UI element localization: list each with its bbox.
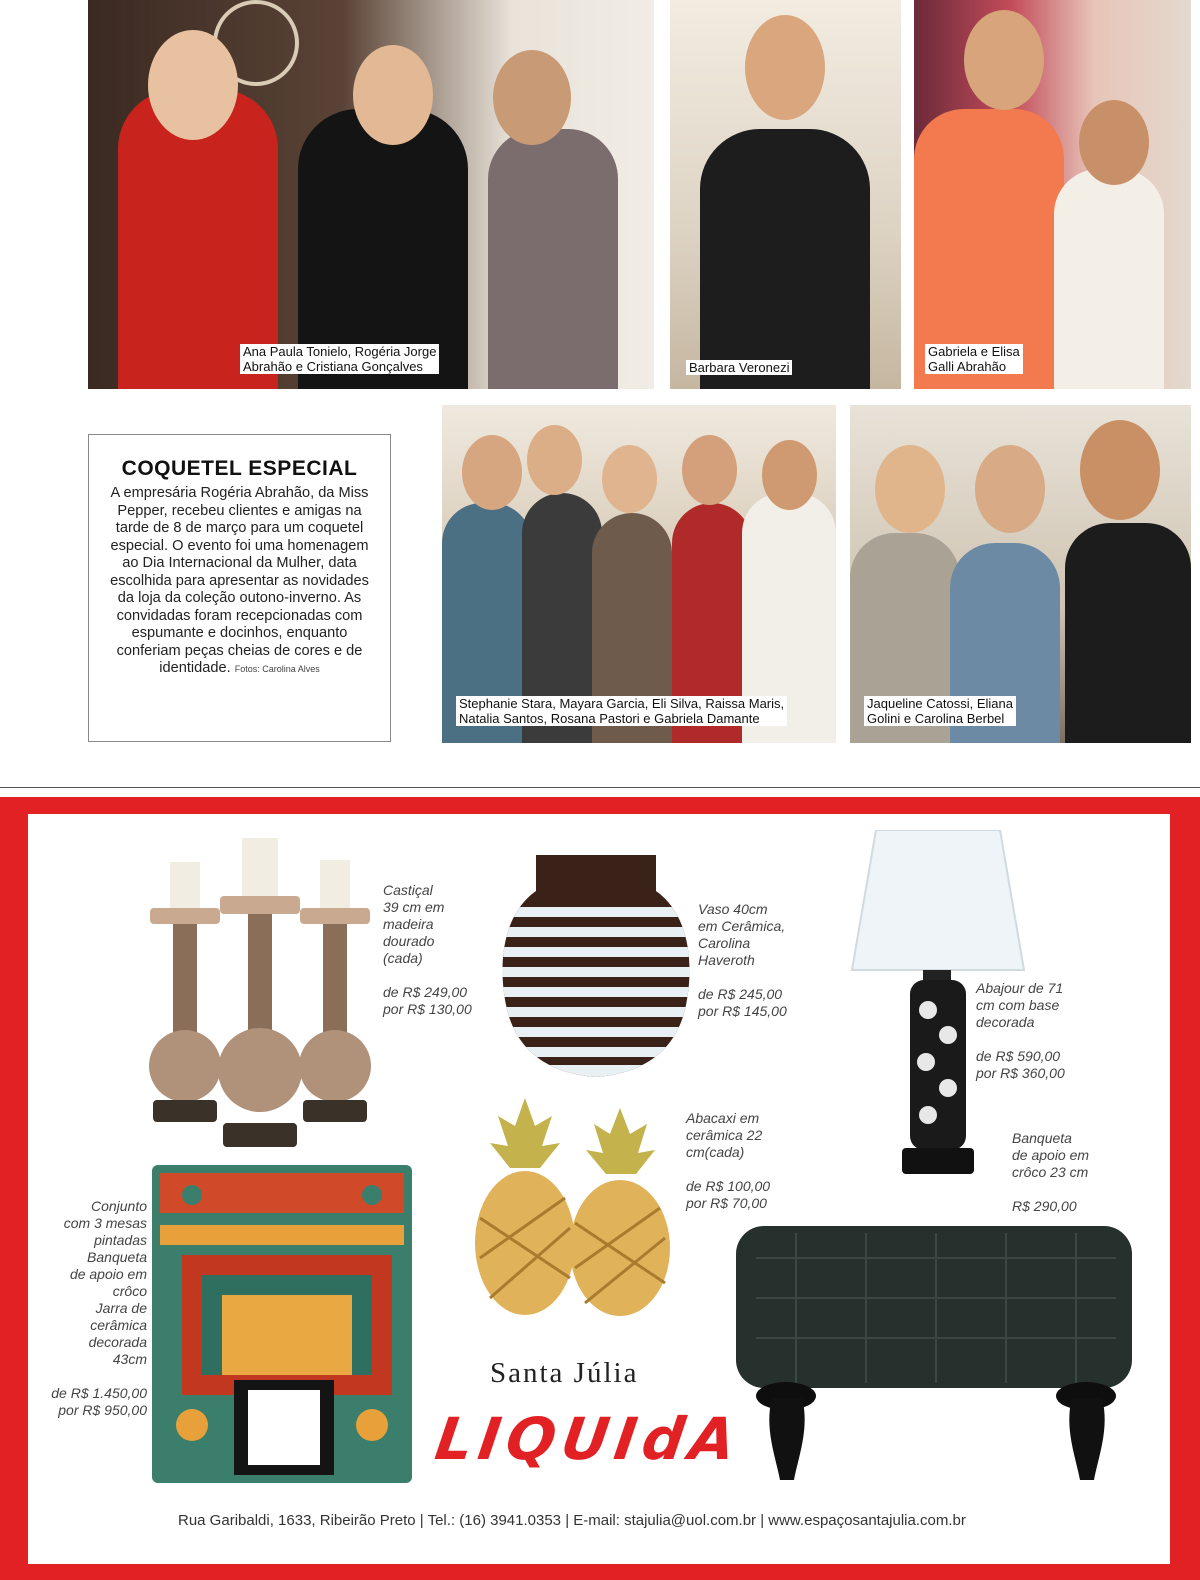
photo-group-toast [88, 0, 654, 389]
old-price: de R$ 249,00 [383, 984, 468, 1000]
sale-price: por R$ 130,00 [383, 1001, 472, 1017]
article-title: COQUETEL ESPECIAL [121, 457, 358, 480]
photo-mother-daughter [914, 0, 1191, 389]
product-label-tables: Conjunto com 3 mesas pintadas Banqueta de apoio em crôco Jarra de cerâmica decorada 43cm de R$ 1.450,00 por R$ 950,00 [40, 1198, 147, 1419]
striped-vase-image [500, 855, 692, 1080]
sale-headline: LIQUIdA [431, 1405, 746, 1473]
candlestick-image [145, 838, 375, 1154]
photo-caption: Stephanie Stara, Mayara Garcia, Eli Silva, Raissa Maris, Natalia Santos, Rosana Pastori e Gabriela Damante [456, 696, 787, 726]
product-label-pineapple: Abacaxi em cerâmica 22 cm(cada) de R$ 100,00 por R$ 70,00 [686, 1110, 771, 1211]
product-label-lamp: Abajour de 71 cm com base decorada de R$ 590,00 por R$ 360,00 [976, 980, 1065, 1081]
brand-logo: Santa Júlia [490, 1357, 639, 1389]
croc-ottoman-image [736, 1218, 1136, 1486]
article-box [88, 434, 391, 742]
product-label-candlestick: Castiçal 39 cm em madeira dourado (cada) de R$ 249,00 por R$ 130,00 [383, 882, 472, 1017]
article-body: A empresária Rogéria Abrahão, da Miss Pepper, recebeu clientes e amigas na tarde de 8 de março para um coquetel especial. O evento foi uma homenagem ao Dia Internacional da Mulher, data escolhida para apresentar as novidades da loja da coleção outono-inverno. As convidadas foram recepcionadas com espumante e docinhos, enquanto conferiam peças cheias de cores e de identidade. Fotos: Carolina Alves [110, 485, 369, 676]
sale-price: por R$ 70,00 [686, 1195, 767, 1211]
store-contact-footer: Rua Garibaldi, 1633, Ribeirão Preto | Tel.: (16) 3941.0353 | E-mail: stajulia@uol.com.br | www.espaçosantajulia.com.br [178, 1512, 966, 1529]
section-divider [0, 787, 1200, 788]
sale-price: por R$ 145,00 [698, 1003, 787, 1019]
sale-price: por R$ 360,00 [976, 1065, 1065, 1081]
old-price: de R$ 1.450,00 [51, 1385, 147, 1401]
photo-caption: Jaqueline Catossi, Eliana Golini e Carolina Berbel [864, 696, 1016, 726]
sale-price: R$ 290,00 [1012, 1198, 1077, 1214]
painted-tables-image [152, 1165, 414, 1485]
photo-caption: Barbara Veronezi [686, 360, 792, 375]
photo-caption: Gabriela e Elisa Galli Abrahão [925, 344, 1023, 374]
photo-group-three [850, 405, 1191, 743]
old-price: de R$ 100,00 [686, 1178, 771, 1194]
sale-price: por R$ 950,00 [58, 1402, 147, 1418]
photo-caption: Ana Paula Tonielo, Rogéria Jorge Abrahão e Cristiana Gonçalves [240, 344, 439, 374]
photo-portrait [670, 0, 901, 389]
product-label-vase: Vaso 40cm em Cerâmica, Carolina Haveroth de R$ 245,00 por R$ 145,00 [698, 901, 787, 1019]
old-price: de R$ 245,00 [698, 986, 783, 1002]
product-label-ottoman: Banqueta de apoio em crôco 23 cm R$ 290,00 [1012, 1130, 1090, 1214]
photo-group-large [442, 405, 836, 743]
pineapple-ceramics-image [470, 1098, 680, 1316]
photo-credit: Fotos: Carolina Alves [234, 664, 320, 674]
old-price: de R$ 590,00 [976, 1048, 1061, 1064]
